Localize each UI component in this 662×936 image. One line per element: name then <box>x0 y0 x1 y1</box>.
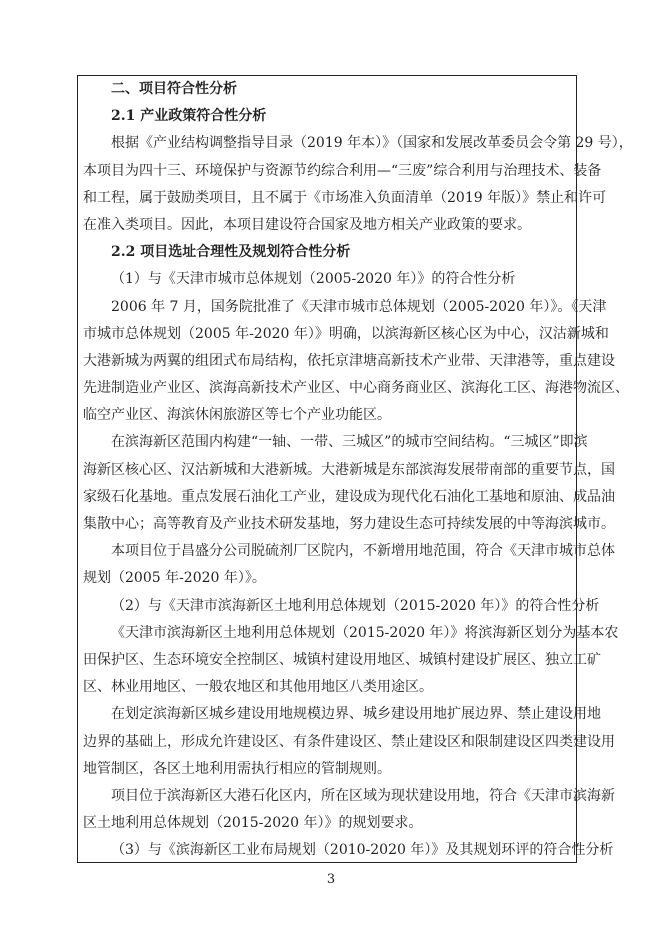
text-line: （2）与《天津市滨海新区土地利用总体规划（2015-2020 年）》的符合性分析 <box>111 597 600 614</box>
text-line: 2006 年 7 月，国务院批准了《天津市城市总体规划（2005-2020 年）》。《天津 <box>111 298 607 315</box>
text-line: 根据《产业结构调整指导目录（2019 年本）》（国家和发展改革委员会令第 29 号）， <box>111 135 633 152</box>
text-line: 边界的基础上，形成允许建设区、有条件建设区、禁止建设区和限制建设区四类建设用 <box>83 733 615 750</box>
text-line: 2.2 项目选址合理性及规划符合性分析 <box>111 244 351 261</box>
paragraph <box>83 294 629 430</box>
page-number: 3 <box>326 872 336 887</box>
text-line: 临空产业区、海滨休闲旅游区等七个产业功能区。 <box>83 407 391 424</box>
text-line: 先进制造业产业区、滨海高新技术产业区、中心商务商业区、滨海化工区、海港物流区、 <box>83 380 629 397</box>
paragraph <box>83 429 615 538</box>
text-line: 《天津市滨海新区土地利用总体规划（2015-2020 年）》将滨海新区划分为基本农 <box>111 624 619 641</box>
paragraph <box>83 593 600 620</box>
paragraph <box>83 620 619 702</box>
text-line: 和工程，属于鼓励类项目，且不属于《市场准入负面清单（2019 年版）》禁止和许可 <box>83 189 607 206</box>
text-line: 海新区核心区、汉沽新城和大港新城。大港新城是东部滨海发展带南部的重要节点，国 <box>83 461 615 478</box>
paragraph <box>83 538 615 592</box>
text-line: 地管制区，各区土地利用需执行相应的管制规则。 <box>83 760 391 777</box>
paragraph <box>83 701 615 783</box>
text-line: 规划（2005 年-2020 年）》。 <box>83 570 266 587</box>
text-line: 本项目位于昌盛分公司脱硫剂厂区院内，不新增用地范围，符合《天津市城市总体 <box>111 543 615 560</box>
paragraph <box>83 130 633 239</box>
document-frame <box>77 75 633 863</box>
text-line: 项目位于滨海新区大港石化区内，所在区域为现状建设用地，符合《天津市滨海新 <box>111 787 615 804</box>
text-line: 2.1 产业政策符合性分析 <box>111 108 267 125</box>
text-line: 集散中心；高等教育及产业技术研发基地，努力建设生态可持续发展的中等海滨城市。 <box>83 516 615 532</box>
text-line: 区、林业用地区、一般农地区和其他用地区八类用途区。 <box>83 679 433 696</box>
text-line: 在准入类项目。因此，本项目建设符合国家及地方相关产业政策的要求。 <box>83 216 531 233</box>
text-line: 大港新城为两翼的组团式布局结构，依托京津塘高新技术产业带、天津港等，重点建设 <box>83 352 615 369</box>
text-line: 市城市总体规划（2005 年-2020 年）》明确，以滨海新区核心区为中心，汉沽新城和 <box>83 325 609 342</box>
paragraph <box>83 783 615 837</box>
text-line: 田保护区、生态环境安全控制区、城镇村建设用地区、城镇村建设扩展区、独立工矿 <box>83 651 601 668</box>
section-heading <box>83 76 571 103</box>
text-line: （3）与《滨海新区工业布局规划（2010-2020 年）》及其规划环评的符合性分析 <box>111 842 614 859</box>
text-line: 本项目为四十三、环境保护与资源节约综合利用—“三废”综合利用与治理技术、装备 <box>83 162 602 179</box>
section-heading <box>83 103 571 130</box>
paragraph <box>83 837 614 864</box>
text-line: 二、项目符合性分析 <box>111 81 237 97</box>
text-line: 区土地利用总体规划（2015-2020 年）》的规划要求。 <box>83 815 423 832</box>
text-line: 家级石化基地。重点发展石油化工产业，建设成为现代化石油化工基地和原油、成品油 <box>83 488 615 505</box>
text-line: 在滨海新区范围内构建“一轴、一带、三城区”的城市空间结构。“三城区”即滨 <box>111 434 588 451</box>
text-line: 在划定滨海新区城乡建设用地规模边界、城乡建设用地扩展边界、禁止建设用地 <box>111 706 601 723</box>
text-line: （1）与《天津市城市总体规划（2005-2020 年）》的符合性分析 <box>111 271 516 288</box>
paragraph <box>83 266 571 293</box>
section-heading <box>83 239 571 266</box>
